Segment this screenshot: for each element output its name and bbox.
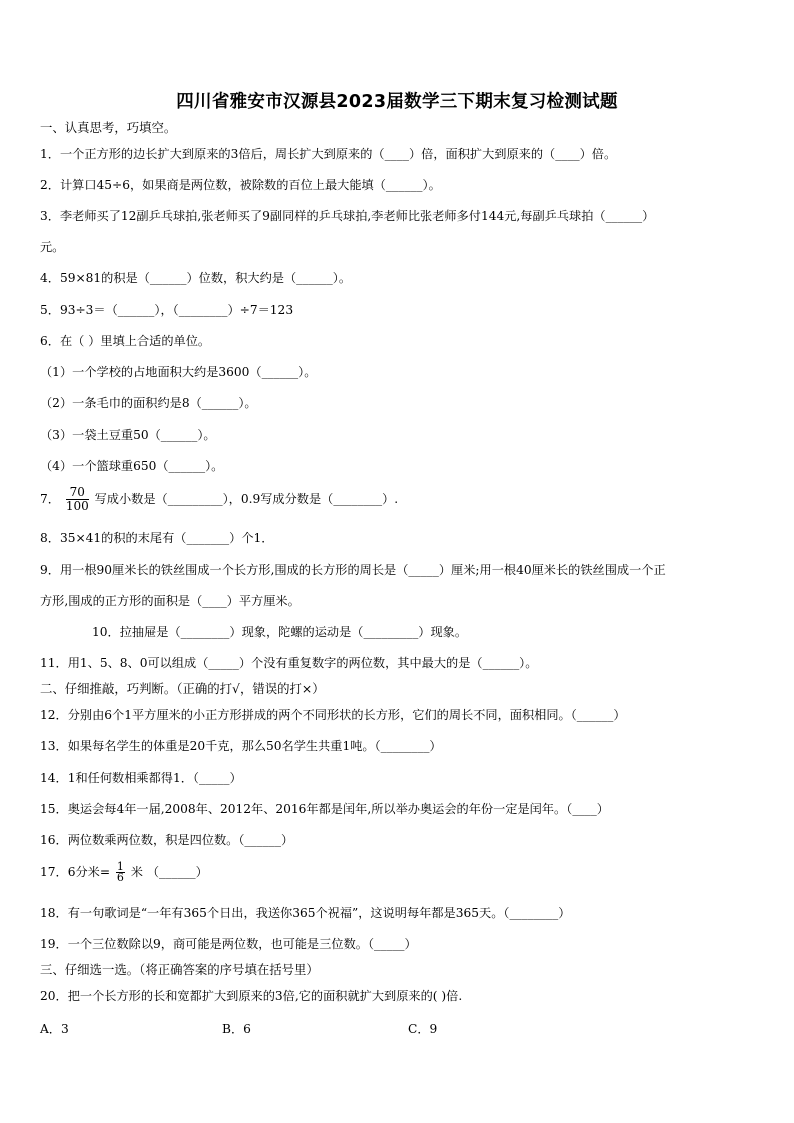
question-6-part-4: （4）一个篮球重650（______）。 — [40, 459, 224, 473]
question-18: 18．有一句歌词是“一年有365个日出，我送你365个祝福”，这说明每年都是365天。（________） — [40, 906, 571, 920]
question-17-fraction — [116, 862, 125, 883]
question-3: 3．李老师买了12副乒乓球拍,张老师买了9副同样的乒乓球拍,李老师比张老师多付144元,每副乒乓球拍（______） — [40, 209, 655, 223]
question-10: 10．拉抽屉是（________）现象，陀螺的运动是（_________）现象。 — [92, 625, 468, 639]
question-7-number: 7． — [40, 492, 60, 506]
question-6-part-2: （2）一条毛巾的面积约是8（______）。 — [40, 396, 257, 410]
question-7-text: 写成小数是（_________），0.9写成分数是（________）. — [94, 492, 399, 506]
page-title: 四川省雅安市汉源县2023届数学三下期末复习检测试题 — [176, 92, 618, 112]
question-5: 5．93÷3＝（______），（________）÷7＝123 — [40, 303, 294, 317]
question-17-number: 17．6分米= — [40, 865, 111, 879]
question-3-continued: 元。 — [40, 240, 65, 254]
option-b: B．6 — [222, 1022, 251, 1036]
question-16: 16．两位数乘两位数，积是四位数。（______） — [40, 833, 294, 847]
question-17-text: 米 （______） — [130, 865, 208, 879]
question-9: 9．用一根90厘米长的铁丝围成一个长方形,围成的长方形的周长是（_____）厘米;用一根40厘米长的铁丝围成一个正 — [40, 563, 666, 577]
question-1: 1．一个正方形的边长扩大到原来的3倍后，周长扩大到原来的（____）倍，面积扩大到原来的（____）倍。 — [40, 147, 617, 161]
question-7-fraction — [66, 486, 89, 513]
fraction-numerator: 70 — [66, 486, 89, 500]
question-12: 12．分别由6个1平方厘米的小正方形拼成的两个不同形状的长方形，它们的周长不同，面积相同。（______） — [40, 708, 626, 722]
option-a: A．3 — [40, 1022, 69, 1036]
question-4: 4．59×81的积是（______）位数，积大约是（______）。 — [40, 271, 352, 285]
fraction-denominator: 6 — [116, 871, 124, 884]
question-15: 15．奥运会每4年一届,2008年、2012年、2016年都是闰年,所以举办奥运会的年份一定是闰年。（____） — [40, 802, 609, 816]
question-6-part-1: （1）一个学校的占地面积大约是3600（______）。 — [40, 365, 317, 379]
section-heading-3: 三、仔细选一选。（将正确答案的序号填在括号里） — [40, 962, 319, 977]
question-13: 13．如果每名学生的体重是20千克，那么50名学生共重1吨。（________） — [40, 739, 442, 753]
question-14: 14．1和任何数相乘都得1．（_____） — [40, 771, 242, 785]
question-2: 2．计算口45÷6，如果商是两位数，被除数的百位上最大能填（______）。 — [40, 178, 441, 192]
option-c: C．9 — [408, 1022, 438, 1036]
question-19: 19．一个三位数除以9，商可能是两位数，也可能是三位数。（_____） — [40, 937, 417, 951]
fraction-denominator: 100 — [65, 499, 89, 513]
section-heading-2: 二、仔细推敲，巧判断。（正确的打√，错误的打×） — [40, 681, 325, 696]
question-8: 8．35×41的积的末尾有（_______）个1． — [40, 531, 274, 545]
question-20: 20．把一个长方形的长和宽都扩大到原来的3倍,它的面积就扩大到原来的( )倍. — [40, 989, 463, 1003]
question-9-continued: 方形,围成的正方形的面积是（____）平方厘米。 — [40, 594, 300, 608]
question-11: 11．用1、5、8、0可以组成（_____）个没有重复数字的两位数，其中最大的是（______）。 — [40, 656, 538, 670]
fraction-numerator: 1 — [116, 860, 124, 873]
question-7 — [40, 486, 398, 513]
question-6-part-3: （3）一袋土豆重50（______）。 — [40, 428, 216, 442]
question-17 — [40, 862, 208, 883]
question-6: 6．在（ ）里填上合适的单位。 — [40, 334, 211, 348]
section-heading-1: 一、认真思考，巧填空。 — [40, 120, 177, 135]
